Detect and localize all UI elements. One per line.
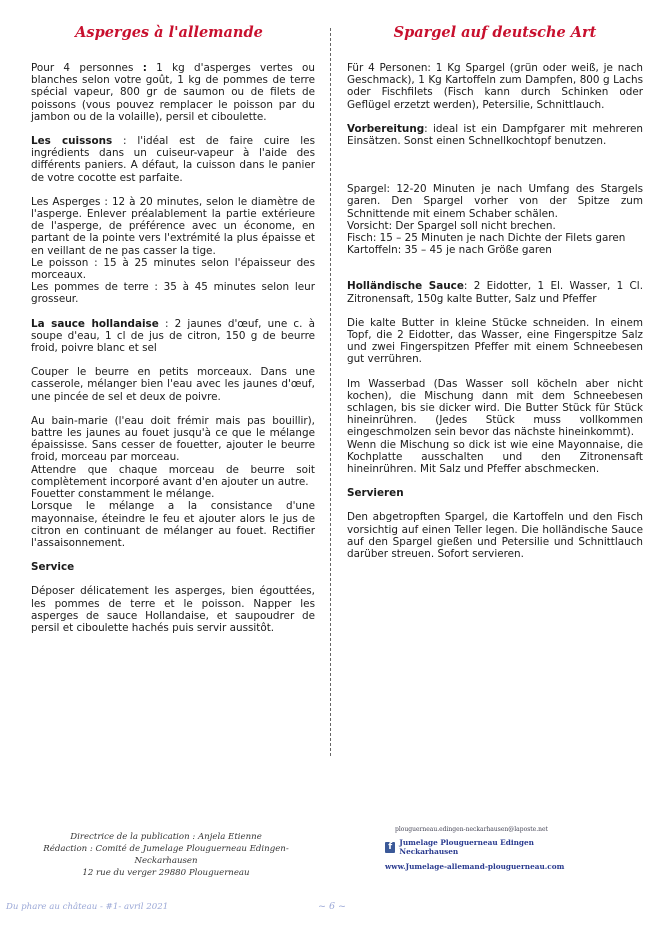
contact-block: [385, 826, 585, 871]
publication-credits: [20, 831, 312, 879]
french-step-couper: Couper le beurre en petits morceaux. Dans une casserole, mélanger bien l'eau avec les jaunes d'œuf, une pincée de sel et deux de poivre.: [31, 366, 315, 403]
french-pommes-time: Les pommes de terre : 35 à 45 minutes selon leur grosseur.: [31, 281, 315, 306]
german-ingredients: Für 4 Personen: 1 Kg Spargel (grün oder weiß, je nach Geschmack), 1 Kg Kartoffeln zum Dampfen, 800 g Lachs oder Fischfilets (Fisch kann durch Schinken oder Geflügel erzetzt werden), Petersilie, Schnittlauch.: [347, 62, 643, 111]
german-kartoffeln-time: Kartoffeln: 35 – 45 je nach Größe garen: [347, 244, 552, 257]
german-spargel-time: Spargel: 12-20 Minuten je nach Umfang des Stargels garen. Den Spargel vorher von der Spitze zum Schnittende mit einem Schaber schälen.: [347, 183, 643, 220]
french-step-lorsque: Lorsque le mélange a la consistance d'une mayonnaise, éteindre le feu et ajouter alors le jus de citron en continuant de mélanger au fouet. Rectifier l'assaisonnement.: [31, 500, 315, 549]
french-sauce: [31, 318, 315, 355]
german-sauce: [347, 280, 643, 304]
german-recipe-title: Spargel auf deutsche Art: [393, 24, 597, 41]
german-vorbereitung-text: : ideal ist ein Dampfgarer mit mehreren Einsätzen. Sonst einen Schnellkochtopf benutzen.: [347, 122, 643, 148]
german-vorsicht: Vorsicht: Der Spargel soll nicht brechen.: [347, 219, 556, 232]
contact-email[interactable]: plouguerneau.edingen-neckarhausen@laposte.net: [395, 826, 548, 833]
french-sauce-heading: La sauce hollandaise: [31, 317, 159, 330]
french-ingredients-list: 1 kg d'asperges vertes ou blanches selon votre goût, 1 kg de pommes de terre spécial vapeur, 800 gr de saumon ou de filets de poissons (vous pouvez remplacer le poisson par du jambon ou de la volaille), persil et ciboulette.: [31, 62, 315, 123]
facebook-link[interactable]: [385, 838, 585, 856]
french-asperges-time: Les Asperges : 12 à 20 minutes, selon le diamètre de l'asperge. Enlever préalablement la partie extérieure de l'asperge, de préférence avec un économe, en partant de la pointe vers l'extrémité la plus épaisse et en veillant de ne pas casser la tige.: [31, 195, 315, 257]
french-cuissons: [31, 135, 315, 184]
editorial-committee: Rédaction : Comité de Jumelage Plouguerneau Edingen-Neckarhausen: [43, 844, 289, 866]
french-ingredients: [31, 62, 315, 123]
german-sauce-ingredients: : 2 Eidotter, 1 El. Wasser, 1 Cl. Zitronensaft, 150g kalte Butter, Salz und Pfeffer: [347, 280, 644, 305]
french-cuissons-heading: Les cuissons: [31, 135, 113, 148]
french-sauce-ingredients: : 2 jaunes d'œuf, une c. à soupe d'eau, 1 cl de jus de citron, 150 g de beurre froid, poivre blanc et sel: [31, 317, 315, 355]
issue-label: Du phare au château - #1- avril 2021: [6, 902, 169, 912]
postal-address: 12 rue du verger 29880 Plouguerneau: [82, 868, 250, 878]
german-vorbereitung-heading: Vorbereitung: [347, 122, 425, 135]
german-fisch-time: Fisch: 15 – 25 Minuten je nach Dichte der Filets garen: [347, 232, 626, 245]
french-step-fouetter: Fouetter constamment le mélange.: [31, 488, 215, 501]
french-poisson-time: Le poisson : 15 à 25 minutes selon l'épaisseur des morceaux.: [31, 256, 315, 282]
french-cuissons-text: : l'idéal est de faire cuire les ingrédients dans un cuiseur-vapeur à l'aide des différents paniers. A défaut, la cuisson dans le panier de votre cocotte est parfaite.: [31, 135, 315, 184]
french-servings: Pour 4 personnes: [31, 62, 143, 74]
german-step-mischung: Wenn die Mischung so dick ist wie eine Mayonnaise, die Kochplatte ausschalten und den Zitronensaft hineinrühren. Mit Salz und Pfeffer abschmecken.: [347, 438, 643, 476]
german-step-butter: Die kalte Butter in kleine Stücke schneiden. In einem Topf, die 2 Eidotter, das Wasser, eine Fingerspitze Salz und zwei Fingerspitzen Pfeffer mit einem Schneebesen gut verrühren.: [347, 316, 643, 366]
french-recipe-title: Asperges à l'allemande: [75, 24, 263, 41]
column-divider: [330, 28, 331, 756]
german-vorbereitung: [347, 123, 643, 147]
french-servings-colon: :: [142, 62, 147, 74]
publication-director: Directrice de la publication : Anjela Etienne: [70, 832, 262, 842]
german-servieren-text: Den abgetropften Spargel, die Kartoffeln und den Fisch vorsichtig auf einen Teller legen. Die holländische Sauce auf den Spargel gießen und Petersilie und Schnittlauch darüber streuen. Sofort servieren.: [347, 511, 643, 561]
french-step-bain-marie: Au bain-marie (l'eau doit frémir mais pas bouillir), battre les jaunes au fouet jusqu'à ce que le mélange épaississe. Sans cesser de fouetter, ajouter le beurre froid, morceau par morceau.: [31, 414, 315, 464]
french-service-heading: Service: [31, 561, 75, 574]
facebook-page-name: Jumelage Plouguerneau Edingen Neckarhausen: [399, 838, 534, 856]
french-service-text: Déposer délicatement les asperges, bien égouttées, les pommes de terre et le poisson. Napper les asperges de sauce Hollandaise, et saupoudrer de persil et ciboulette hachés puis servir aussitôt.: [31, 585, 315, 634]
facebook-icon: f: [385, 842, 395, 853]
german-servieren-heading: Servieren: [347, 487, 404, 500]
page-number: ~ 6 ~: [318, 901, 347, 912]
french-recipe-column: [31, 24, 315, 634]
german-recipe-column: [347, 24, 643, 560]
german-step-wasserbad: Im Wasserbad (Das Wasser soll köcheln aber nicht kochen), die Mischung dann mit dem Schneebesen schlagen, bis sie dicker wird. Die Butter Stück für Stück hineinrühren. (Jedes Stück muss vollkommen eingeschmolzen sein bevor das nächste hineinkommt).: [347, 377, 643, 439]
french-step-attendre: Attendre que chaque morceau de beurre soit complètement incorporé avant d'en ajouter un autre.: [31, 463, 315, 488]
website-link[interactable]: www.Jumelage-allemand-plouguerneau.com: [385, 862, 565, 871]
german-sauce-heading: Holländische Sauce: [347, 280, 464, 293]
